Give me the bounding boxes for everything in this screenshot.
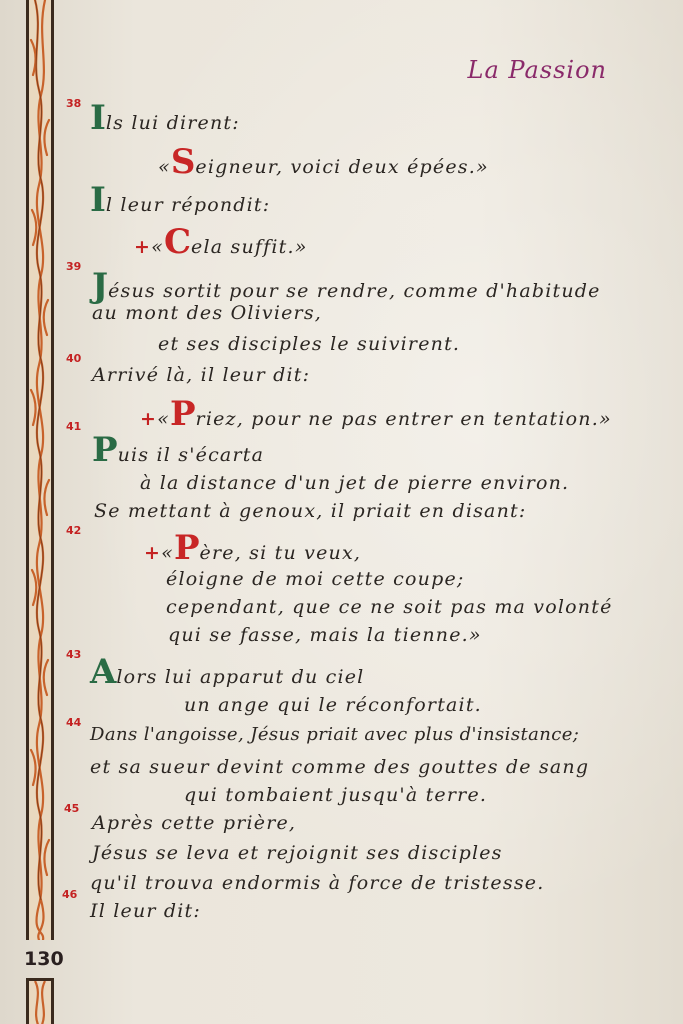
cross-icon: + bbox=[144, 542, 162, 564]
verse-line: éloigne de moi cette coupe; bbox=[166, 568, 465, 590]
drop-initial: I bbox=[90, 98, 106, 138]
drop-initial: S bbox=[170, 142, 196, 182]
verse-line bbox=[158, 142, 489, 182]
verse-line: à la distance d'un jet de pierre environ. bbox=[140, 472, 570, 494]
verse-line: qu'il trouva endormis à force de tristesse. bbox=[90, 872, 545, 894]
verse-line: et ses disciples le suivirent. bbox=[158, 333, 461, 355]
verse-number: 40 bbox=[66, 352, 82, 365]
verse-line: et sa sueur devint comme des gouttes de sang bbox=[90, 756, 590, 778]
verse-number: 38 bbox=[66, 97, 82, 110]
drop-initial: A bbox=[90, 652, 117, 692]
verse-line: au mont des Oliviers, bbox=[92, 302, 323, 324]
line-text: uis il s'écarta bbox=[117, 444, 265, 466]
line-text: riez, pour ne pas entrer en tentation.» bbox=[195, 408, 612, 430]
verse-line: Il leur dit: bbox=[90, 900, 201, 922]
drop-initial: I bbox=[90, 180, 106, 220]
verse-line: Jésus se leva et rejoignit ses disciples bbox=[92, 842, 503, 864]
verse-line bbox=[92, 266, 601, 306]
line-text: l leur répondit: bbox=[105, 194, 271, 216]
verse-line: Arrivé là, il leur dit: bbox=[92, 364, 311, 386]
line-text: ela suffit.» bbox=[191, 236, 308, 258]
drop-initial: P bbox=[92, 430, 118, 470]
verse-line: qui tombaient jusqu'à terre. bbox=[184, 784, 488, 806]
line-text: lors lui apparut du ciel bbox=[116, 666, 365, 688]
verse-line: Dans l'angoisse, Jésus priait avec plus d'insistance; bbox=[90, 724, 580, 745]
quote-mark: « bbox=[161, 542, 174, 564]
verse-line bbox=[140, 394, 612, 434]
line-text: eigneur, voici deux épées.» bbox=[195, 156, 489, 178]
verse-line: Après cette prière, bbox=[92, 812, 297, 834]
verse-line: un ange qui le réconfortait. bbox=[184, 694, 482, 716]
drop-initial: P bbox=[169, 394, 196, 434]
verse-line bbox=[90, 180, 270, 220]
drop-initial: P bbox=[173, 528, 200, 568]
drop-initial: J bbox=[92, 266, 109, 306]
page-number: 130 bbox=[24, 948, 64, 970]
verse-line bbox=[92, 430, 264, 470]
drop-initial: C bbox=[163, 222, 192, 262]
verse-line bbox=[90, 652, 364, 692]
verse-number: 39 bbox=[66, 260, 82, 273]
line-text: ésus sortit pour se rendre, comme d'habitude bbox=[108, 280, 601, 302]
cross-icon: + bbox=[140, 408, 158, 430]
line-text: ère, si tu veux, bbox=[199, 542, 362, 564]
verse-line bbox=[90, 98, 240, 138]
verse-number: 42 bbox=[66, 524, 82, 537]
verse-line bbox=[144, 528, 361, 568]
verse-line: cependant, que ce ne soit pas ma volonté bbox=[166, 596, 613, 618]
verse-number: 45 bbox=[64, 802, 80, 815]
verse-number: 46 bbox=[62, 888, 78, 901]
verse-line bbox=[134, 222, 308, 262]
quote-mark: « bbox=[158, 156, 171, 178]
quote-mark: « bbox=[157, 408, 170, 430]
verse-number: 44 bbox=[66, 716, 82, 729]
quote-mark: « bbox=[151, 236, 164, 258]
verse-number: 41 bbox=[66, 420, 82, 433]
line-text: ls lui dirent: bbox=[105, 112, 240, 134]
verse-number: 43 bbox=[66, 648, 82, 661]
verse-line: Se mettant à genoux, il priait en disant: bbox=[94, 500, 527, 522]
verse-line: qui se fasse, mais la tienne.» bbox=[168, 624, 482, 646]
running-title: La Passion bbox=[467, 56, 607, 84]
cross-icon: + bbox=[134, 236, 152, 258]
